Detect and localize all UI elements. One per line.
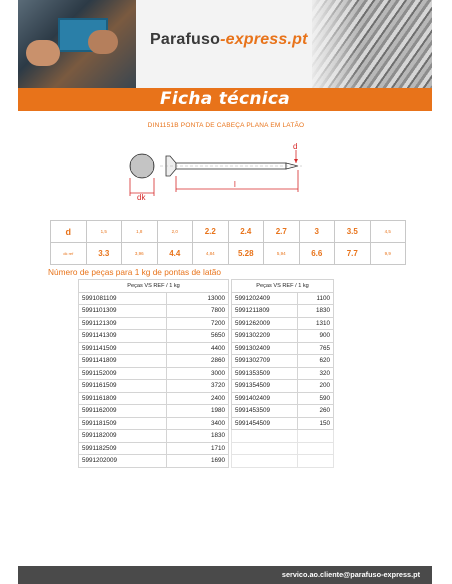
qty-cell: 1310	[298, 317, 334, 330]
qty-cell: 13000	[167, 292, 229, 305]
table-row	[232, 430, 334, 443]
ref-cell: 5991121309	[79, 317, 167, 330]
ref-cell: 5991182509	[79, 442, 167, 455]
table-row	[232, 292, 334, 305]
ref-cell: 5991402409	[232, 392, 298, 405]
ref-cell: 5991182009	[79, 430, 167, 443]
ref-cell: 5991202009	[79, 455, 167, 468]
table-row	[79, 342, 229, 355]
qty-cell: 620	[298, 355, 334, 368]
qty-cell: 1100	[298, 292, 334, 305]
row-dk-label: dk ref	[51, 243, 87, 265]
table-row	[232, 455, 334, 468]
logo-main: Parafuso	[150, 31, 221, 48]
ref-cell: 5991162009	[79, 405, 167, 418]
table-row	[79, 417, 229, 430]
qty-cell: 1690	[167, 455, 229, 468]
ref-cell: 5991453509	[232, 405, 298, 418]
table-row	[232, 417, 334, 430]
table-row	[232, 380, 334, 393]
dk-value: 7.7	[335, 243, 371, 265]
dk-label: dk	[137, 193, 146, 202]
ref-cell: 5991161809	[79, 392, 167, 405]
ref-cell: 5991181509	[79, 417, 167, 430]
dk-value: 4,84	[193, 243, 229, 265]
qty-cell: 765	[298, 342, 334, 355]
l-label: l	[234, 180, 236, 189]
d-value: 2.7	[264, 221, 300, 243]
table-row	[232, 367, 334, 380]
empty-cell	[298, 430, 334, 443]
ref-cell: 5991152009	[79, 367, 167, 380]
ref-cell: 5991354509	[232, 380, 298, 393]
ref-cell: 5991262009	[232, 317, 298, 330]
table-row	[232, 392, 334, 405]
row-d-label: d	[51, 221, 87, 243]
table-caption: Peças VS REF / 1 kg	[232, 280, 334, 293]
table-row	[79, 330, 229, 343]
qty-cell: 7800	[167, 305, 229, 318]
section-title: Número de peças para 1 kg de pontas de latão	[48, 267, 221, 277]
qty-cell: 2400	[167, 392, 229, 405]
table-row	[79, 380, 229, 393]
table-row	[79, 355, 229, 368]
empty-cell	[232, 455, 298, 468]
table-row	[79, 392, 229, 405]
dk-value: 3,96	[122, 243, 158, 265]
empty-cell	[298, 455, 334, 468]
table-row	[232, 342, 334, 355]
nail-head-circle	[130, 154, 154, 178]
table-row	[232, 442, 334, 455]
ref-cell: 5991141509	[79, 342, 167, 355]
table-row	[79, 442, 229, 455]
table-row	[232, 355, 334, 368]
title-band	[18, 88, 432, 111]
table-caption: Peças VS REF / 1 kg	[79, 280, 229, 293]
ref-cell: 5991141809	[79, 355, 167, 368]
d-label: d	[293, 142, 298, 151]
table-row	[79, 430, 229, 443]
qty-cell: 2860	[167, 355, 229, 368]
ref-cell: 5991302709	[232, 355, 298, 368]
ref-cell: 5991353509	[232, 367, 298, 380]
d-value: 4,5	[370, 221, 406, 243]
product-subtitle: DIN1151B PONTA DE CABEÇA PLANA EM LATÃO	[147, 122, 305, 129]
dimensions-table	[50, 220, 406, 265]
pieces-table-left	[78, 279, 229, 468]
pieces-table-right	[231, 279, 334, 468]
qty-cell: 7200	[167, 317, 229, 330]
ref-cell: 5991081109	[79, 292, 167, 305]
dk-value: 9,9	[370, 243, 406, 265]
table-row	[79, 292, 229, 305]
qty-cell: 1710	[167, 442, 229, 455]
ref-cell: 5991202409	[232, 292, 298, 305]
table-row	[79, 455, 229, 468]
table-header	[79, 280, 229, 293]
empty-cell	[298, 442, 334, 455]
header-banner	[18, 0, 432, 88]
ref-cell: 5991211809	[232, 305, 298, 318]
qty-cell: 3400	[167, 417, 229, 430]
qty-cell: 1980	[167, 405, 229, 418]
dk-value: 5.28	[228, 243, 264, 265]
table-header	[232, 280, 334, 293]
dk-value: 5,94	[264, 243, 300, 265]
ref-cell: 5991454509	[232, 417, 298, 430]
qty-cell: 260	[298, 405, 334, 418]
table-row	[232, 405, 334, 418]
row-d	[51, 221, 406, 243]
qty-cell: 5650	[167, 330, 229, 343]
table-row	[79, 405, 229, 418]
table-row	[232, 317, 334, 330]
qty-cell: 3000	[167, 367, 229, 380]
ref-cell: 5991302209	[232, 330, 298, 343]
dk-value: 6.6	[299, 243, 335, 265]
d-value: 1,5	[86, 221, 122, 243]
qty-cell: 1830	[298, 305, 334, 318]
footer-bar	[18, 566, 432, 584]
dk-value: 3.3	[86, 243, 122, 265]
d-value: 3	[299, 221, 335, 243]
qty-cell: 200	[298, 380, 334, 393]
qty-cell: 150	[298, 417, 334, 430]
d-value: 1,8	[122, 221, 158, 243]
qty-cell: 590	[298, 392, 334, 405]
ref-cell: 5991161509	[79, 380, 167, 393]
empty-cell	[232, 442, 298, 455]
screws-photo	[312, 0, 432, 88]
d-value: 3.5	[335, 221, 371, 243]
d-value: 2.4	[228, 221, 264, 243]
contact-email[interactable]: servico.ao.cliente@parafuso-express.pt	[281, 570, 420, 579]
qty-cell: 3720	[167, 380, 229, 393]
d-arrow	[294, 159, 298, 163]
row-dk	[51, 243, 406, 265]
d-value: 2,0	[157, 221, 193, 243]
logo-accent: -express.pt	[220, 31, 308, 48]
nail-diagram	[120, 140, 320, 202]
dk-value: 4.4	[157, 243, 193, 265]
d-value: 2.2	[193, 221, 229, 243]
ref-cell: 5991101309	[79, 305, 167, 318]
qty-cell: 320	[298, 367, 334, 380]
qty-cell: 4400	[167, 342, 229, 355]
qty-cell: 900	[298, 330, 334, 343]
page-title: Ficha técnica	[159, 89, 291, 109]
table-row	[79, 305, 229, 318]
workshop-photo	[18, 0, 136, 88]
qty-cell: 1830	[167, 430, 229, 443]
table-row	[79, 317, 229, 330]
ref-cell: 5991302409	[232, 342, 298, 355]
table-row	[232, 305, 334, 318]
ref-cell: 5991141309	[79, 330, 167, 343]
empty-cell	[232, 430, 298, 443]
table-row	[79, 367, 229, 380]
logo[interactable]	[150, 31, 308, 49]
table-row	[232, 330, 334, 343]
